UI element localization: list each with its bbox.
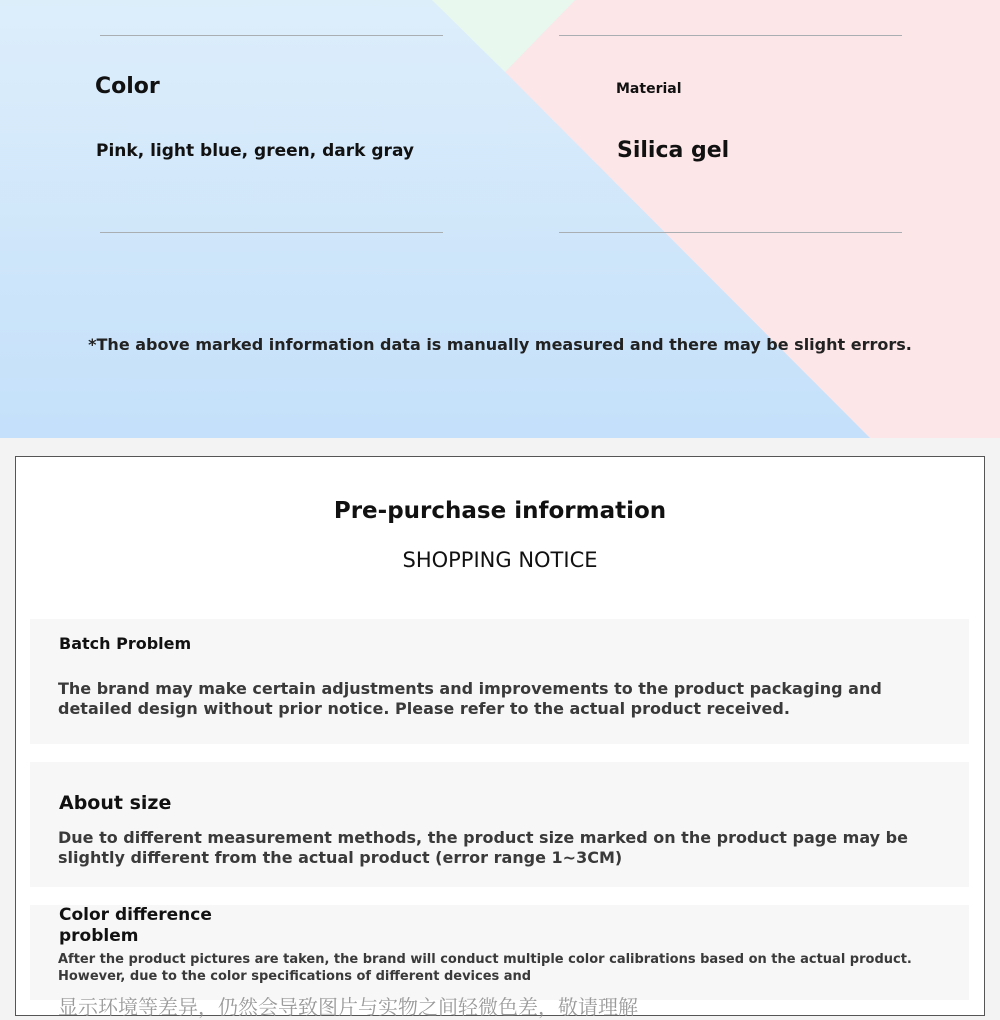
notice-title: Pre-purchase information — [333, 498, 667, 524]
banner-background — [0, 0, 1000, 438]
notice-item-heading: Color difference problem — [59, 905, 212, 946]
notice-item-body-continued: 显示环境等差异，仍然会导致图片与实物之间轻微色差，敬请理解 — [58, 995, 638, 1019]
notice-item-body: After the product pictures are taken, the brand will conduct multiple color calibrations based on the actual product. However, due to the color specifications of different devices and — [58, 952, 912, 984]
material-label: Material — [616, 81, 682, 97]
color-value: Pink, light blue, green, dark gray — [96, 141, 414, 161]
notice-item-body: The brand may make certain adjustments and improvements to the product packaging and detailed design without prior notice. Please refer to the actual product received. — [58, 679, 882, 718]
divider-top-right — [559, 35, 902, 36]
color-label: Color — [95, 74, 160, 99]
measurement-disclaimer: *The above marked information data is manually measured and there may be slight errors. — [88, 335, 912, 354]
divider-bottom-right — [559, 232, 902, 233]
notice-item-heading: About size — [59, 792, 172, 814]
divider-top-left — [100, 35, 443, 36]
notice-item-heading: Batch Problem — [59, 634, 192, 653]
notice-subtitle: SHOPPING NOTICE — [402, 548, 598, 572]
notice-item-body: Due to different measurement methods, the product size marked on the product page may be slightly different from the actual product (error range 1~3CM) — [58, 828, 908, 867]
notice-item-about-size — [30, 762, 969, 887]
divider-bottom-left — [100, 232, 443, 233]
material-value: Silica gel — [617, 138, 730, 163]
notice-item-batch-problem — [30, 619, 969, 744]
notice-item-color-difference — [30, 905, 969, 1019]
spec-banner — [0, 0, 1000, 438]
